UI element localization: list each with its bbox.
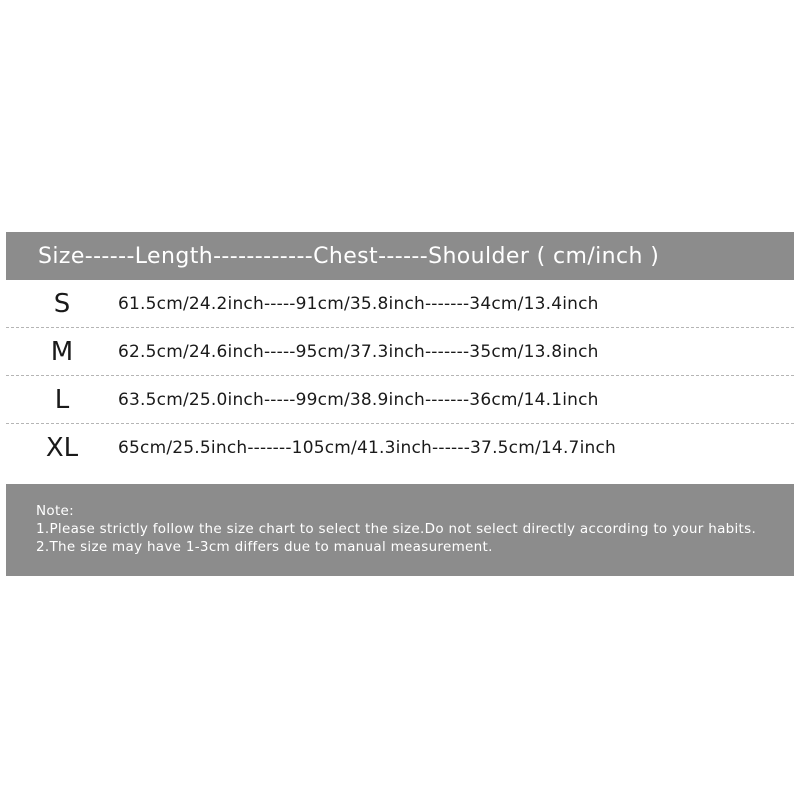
size-row-m — [6, 328, 794, 376]
spacer — [6, 472, 794, 484]
size-measurements: 62.5cm/24.6inch-----95cm/37.3inch-------35cm/13.8inch — [118, 341, 599, 362]
size-row-s — [6, 280, 794, 328]
size-chart — [6, 232, 794, 576]
size-row-xl — [6, 424, 794, 472]
size-label: XL — [45, 433, 79, 463]
note-line-2: 2.The size may have 1-3cm differs due to manual measurement. — [36, 539, 493, 555]
size-row-l — [6, 376, 794, 424]
size-label: M — [50, 336, 74, 367]
size-chart-header — [6, 232, 794, 280]
note-line-1: 1.Please strictly follow the size chart to select the size.Do not select directly according to your habits. — [36, 521, 757, 537]
size-measurements: 61.5cm/24.2inch-----91cm/35.8inch-------34cm/13.4inch — [118, 293, 599, 314]
size-label: L — [54, 384, 70, 415]
note-title: Note: — [36, 503, 75, 519]
size-rows — [6, 280, 794, 472]
header-text: Size------Length------------Chest------Shoulder ( cm/inch ) — [38, 243, 660, 269]
size-measurements: 63.5cm/25.0inch-----99cm/38.9inch-------36cm/14.1inch — [118, 389, 599, 410]
size-measurements: 65cm/25.5inch-------105cm/41.3inch------37.5cm/14.7inch — [118, 438, 616, 458]
note-box — [6, 484, 794, 576]
size-label: S — [53, 288, 71, 319]
